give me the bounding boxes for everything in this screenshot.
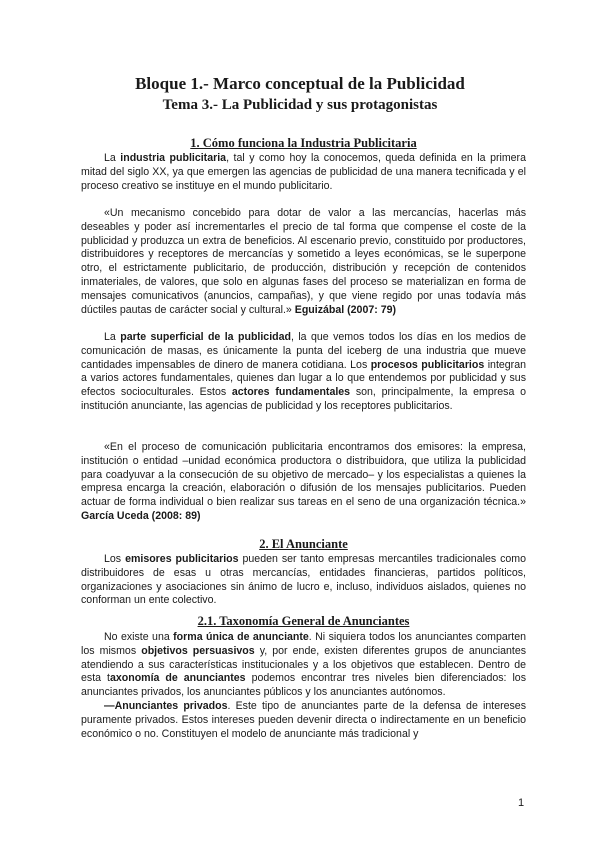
paragraph: Los emisores publicitarios pueden ser tanto empresas mercantiles tradicionales como distribuidores de esas u otras mercancías, entidades financieras, partidos políticos, organizaciones y asociaciones sin ánimo de lucro e, incluso, individuos aislados, quienes no conforman un ente colectivo. <box>81 553 527 607</box>
document-title: Bloque 1.- Marco conceptual de la Publicidad <box>135 74 465 93</box>
paragraph: La industria publicitaria, tal y como hoy la conocemos, queda definida en la primera mitad del siglo XX, ya que emergen las agencias de publicidad de una manera tecnificada y el proceso creativo se instituye en el mundo publicitario. <box>81 152 526 192</box>
section-2-heading: 2. El Anunciante <box>259 537 348 551</box>
section-2-1-body <box>81 631 526 741</box>
citation: Eguizábal (2007: 79) <box>294 303 397 316</box>
section-2-1-heading: 2.1. Taxonomía General de Anunciantes <box>197 614 410 628</box>
paragraph: La parte superficial de la publicidad, la que vemos todos los días en los medios de comunicación de masas, es únicamente la punta del iceberg de una industria que mueve cantidades impensables de dinero de manera cotidiana. Los procesos publicitarios integran a varios actores fundamentales, quienes dan lugar a lo que entendemos por publicidad y sus efectos socioculturales. Estos actores fundamentales son, principalmente, la empresa o institución anunciante, las agencias de publicidad y los receptores publicitarios. <box>81 331 527 412</box>
page-number: 1 <box>518 797 525 809</box>
paragraph: —Anunciantes privados. Este tipo de anunciantes parte de la defensa de intereses puramente privados. Estos intereses pueden devenir directa o indirectamente en un beneficio económico o no. Constituyen el modelo de anunciante más tradicional y <box>81 699 527 740</box>
section-2-body <box>81 553 526 608</box>
quote: «Un mecanismo concebido para dotar de valor a las mercancías, hacerlas más deseables y poder así incrementarles el precio de tal forma que compense el coste de la publicidad y produzca un extra de beneficios. Al escenario previo, constituido por productores, distribuidores y receptores de mercancías y sometido a leyes económicas, se le superpone otro, el estrictamente publicitario, de producción, distribución y recepción de contenidos inmateriales, de valores, que solo en algunas fases del proceso se materializan en forma de mensajes comunicativos (anuncios, campañas), y que viene regido por unas todavía más dúctiles pautas de carácter social y cultural.» Eguizábal (2007: 79) <box>81 207 526 316</box>
section-2 <box>81 537 526 552</box>
section-1-heading: 1. Cómo funciona la Industria Publicitaria <box>190 136 417 150</box>
section-1-body <box>81 331 526 414</box>
section-1 <box>81 136 526 151</box>
quote-eguizabal <box>81 207 526 317</box>
quote: «En el proceso de comunicación publicitaria encontramos dos emisores: la empresa, institución o entidad –unidad económica productora o distribuidora, que utiliza la publicidad para coadyuvar a la consecución de su objetivo de mercado– y los especialistas a quienes la empresa encarga la creación, elaboración o difusión de los mensajes publicitarios. Pueden actuar de forma individual o bien realizar sus tareas en el seno de una organización técnica.» García Uceda (2008: 89) <box>81 441 526 522</box>
section-1-intro <box>81 152 526 193</box>
section-2-1 <box>81 614 526 629</box>
citation: García Uceda (2008: 89) <box>81 509 201 522</box>
quote-garcia-uceda <box>81 441 526 524</box>
paragraph: No existe una forma única de anunciante. Ni siquiera todos los anunciantes comparten los mismos objetivos persuasivos y, por ende, existen diferentes grupos de anunciantes atendiendo a sus características institucionales y a los objetivos que establecen. Dentro de esta taxonomía de anunciantes podemos encontrar tres niveles bien diferenciados: los anunciantes privados, los anunciantes públicos y los anunciantes autónomos. <box>81 631 527 699</box>
document-subtitle: Tema 3.- La Publicidad y sus protagonistas <box>162 97 438 113</box>
